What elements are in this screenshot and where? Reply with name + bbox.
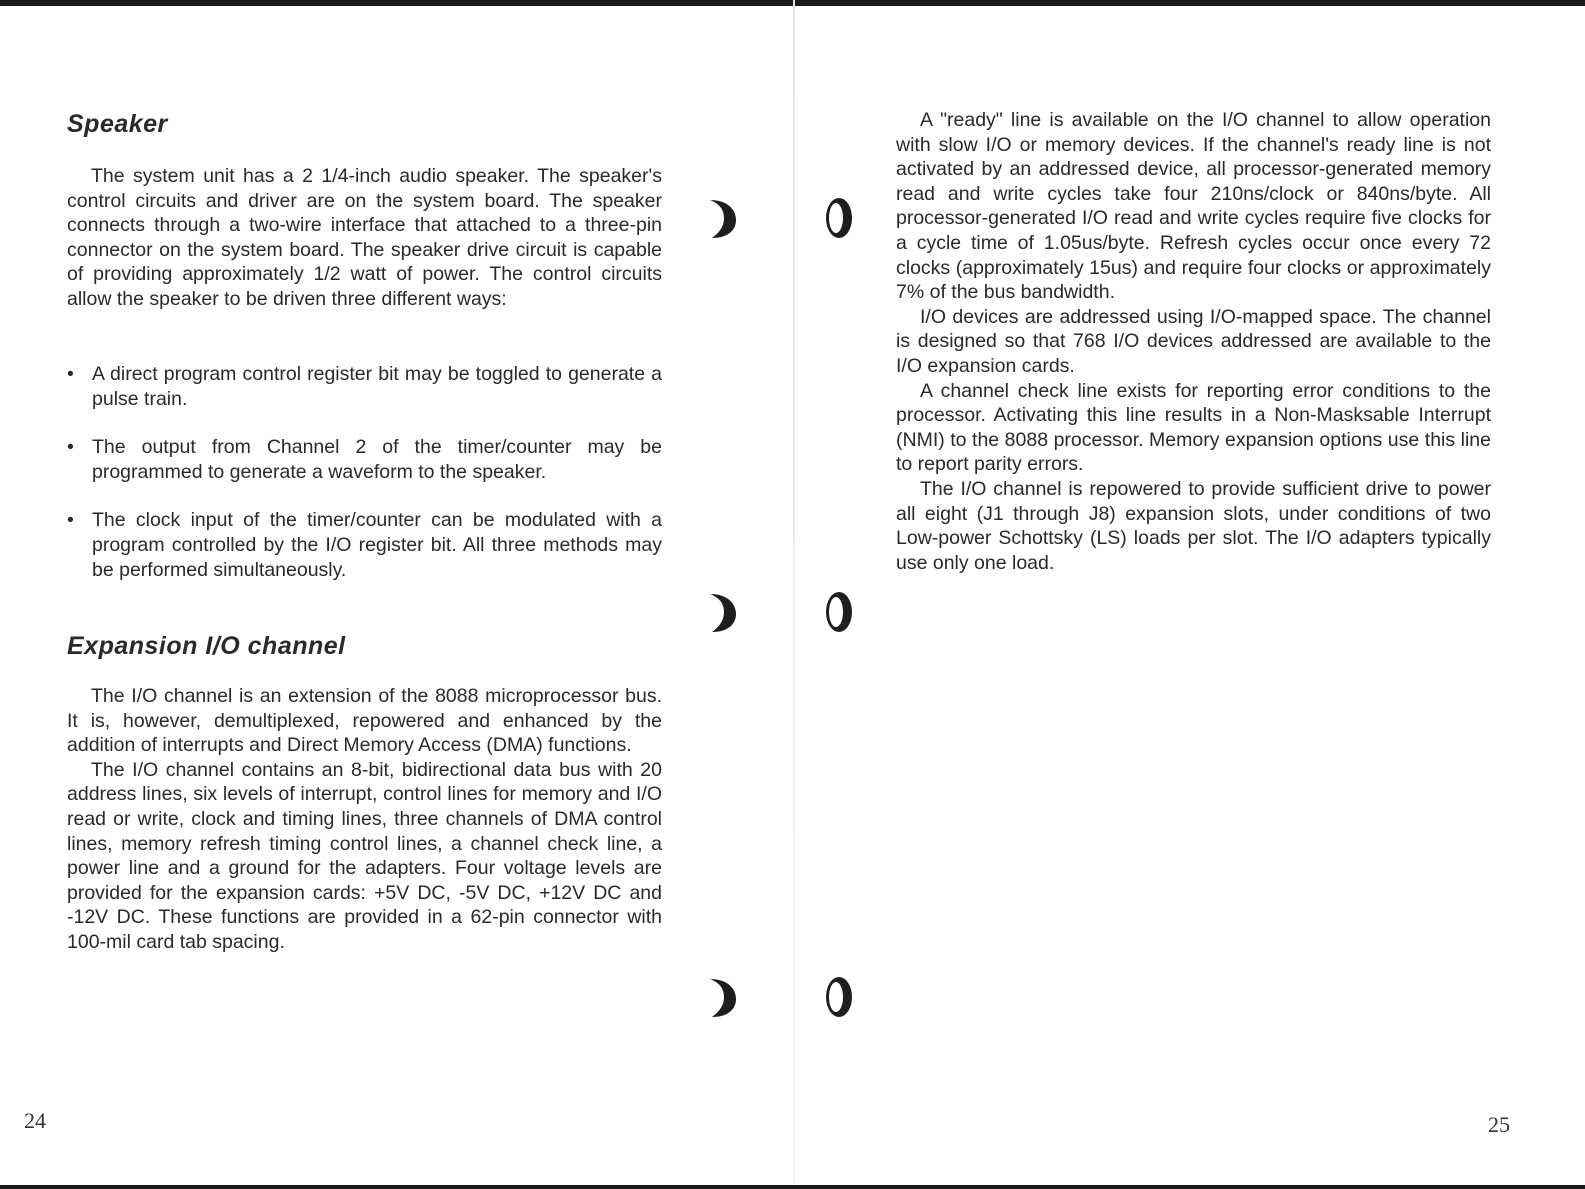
speaker-heading: Speaker bbox=[67, 110, 168, 138]
expansion-body bbox=[67, 684, 662, 955]
channel-check-paragraph: A channel check line exists for reporting error conditions to the processor. Activating this line results in a Non-Masksable Interrupt (NMI) to the 8088 processor. Memory expansion options use this line to report parity errors. bbox=[896, 379, 1491, 476]
expansion-paragraph: The I/O channel contains an 8-bit, bidirectional data bus with 20 address lines, six levels of interrupt, control lines for memory and I/O read or write, clock and timing lines, three channels of DMA control lines, memory refresh timing control lines, a channel check line, a power line and a ground for the adapters. Four voltage levels are provided for the expansion cards: +5V DC, -5V DC, +12V DC and -12V DC. These functions are provided in a 62-pin connector with 100-mil card tab spacing. bbox=[67, 758, 662, 953]
binder-hole-icon bbox=[706, 975, 736, 1019]
binder-hole-icon bbox=[706, 590, 736, 634]
expansion-paragraph: The I/O channel is an extension of the 8088 microprocessor bus. It is, however, demultiplexed, repowered and enhanced by the addition of interrupts and Direct Memory Access (DMA) functions. bbox=[67, 685, 662, 757]
binder-hole-icon bbox=[706, 196, 736, 240]
right-page-body bbox=[896, 108, 1491, 575]
repowered-paragraph: The I/O channel is repowered to provide sufficient drive to power all eight (J1 through J8) expansion slots, under conditions of two Low-power Schottsky (LS) loads per slot. The I/O adapters typically use only one load. bbox=[896, 477, 1491, 574]
bottom-edge bbox=[0, 1185, 1585, 1189]
binder-hole-icon bbox=[822, 590, 852, 634]
expansion-heading: Expansion I/O channel bbox=[67, 632, 346, 660]
page-number-right: 25 bbox=[1488, 1112, 1510, 1137]
speaker-intro-paragraph: The system unit has a 2 1/4-inch audio speaker. The speaker's control circuits and driver are on the system board. The speaker connects through a two-wire interface that attached to a three-pin connector on the system board. The speaker drive circuit is capable of providing approximately 1/2 watt of power. The control circuits allow the speaker to be driven three different ways: bbox=[67, 165, 662, 310]
page-number-left: 24 bbox=[24, 1108, 46, 1133]
ready-line-paragraph: A "ready" line is available on the I/O channel to allow operation with slow I/O or memory devices. If the channel's ready line is not activated by an addressed device, all processor-generated memory read and write cycles take four 210ns/clock or 840ns/byte. All processor-generated I/O read and write cycles require five clocks for a cycle time of 1.05us/byte. Refresh cycles occur once every 72 clocks (approximately 15us) and require four clocks or approximately 7% of the bus bandwidth. bbox=[896, 109, 1491, 304]
binder-hole-icon bbox=[822, 196, 852, 240]
book-spine bbox=[793, 0, 795, 1189]
list-item: • A direct program control register bit may be toggled to generate a pulse train. bbox=[67, 363, 662, 410]
speaker-methods-list bbox=[67, 362, 662, 606]
list-item: • The clock input of the timer/counter can be modulated with a program controlled by the I/O register bit. All three methods may be performed simultaneously. bbox=[67, 509, 662, 581]
io-devices-paragraph: I/O devices are addressed using I/O-mapped space. The channel is designed so that 768 I/O devices addressed are available to the I/O expansion cards. bbox=[896, 305, 1491, 377]
binder-hole-icon bbox=[822, 975, 852, 1019]
list-item: • The output from Channel 2 of the timer/counter may be programmed to generate a waveform to the speaker. bbox=[67, 436, 662, 483]
